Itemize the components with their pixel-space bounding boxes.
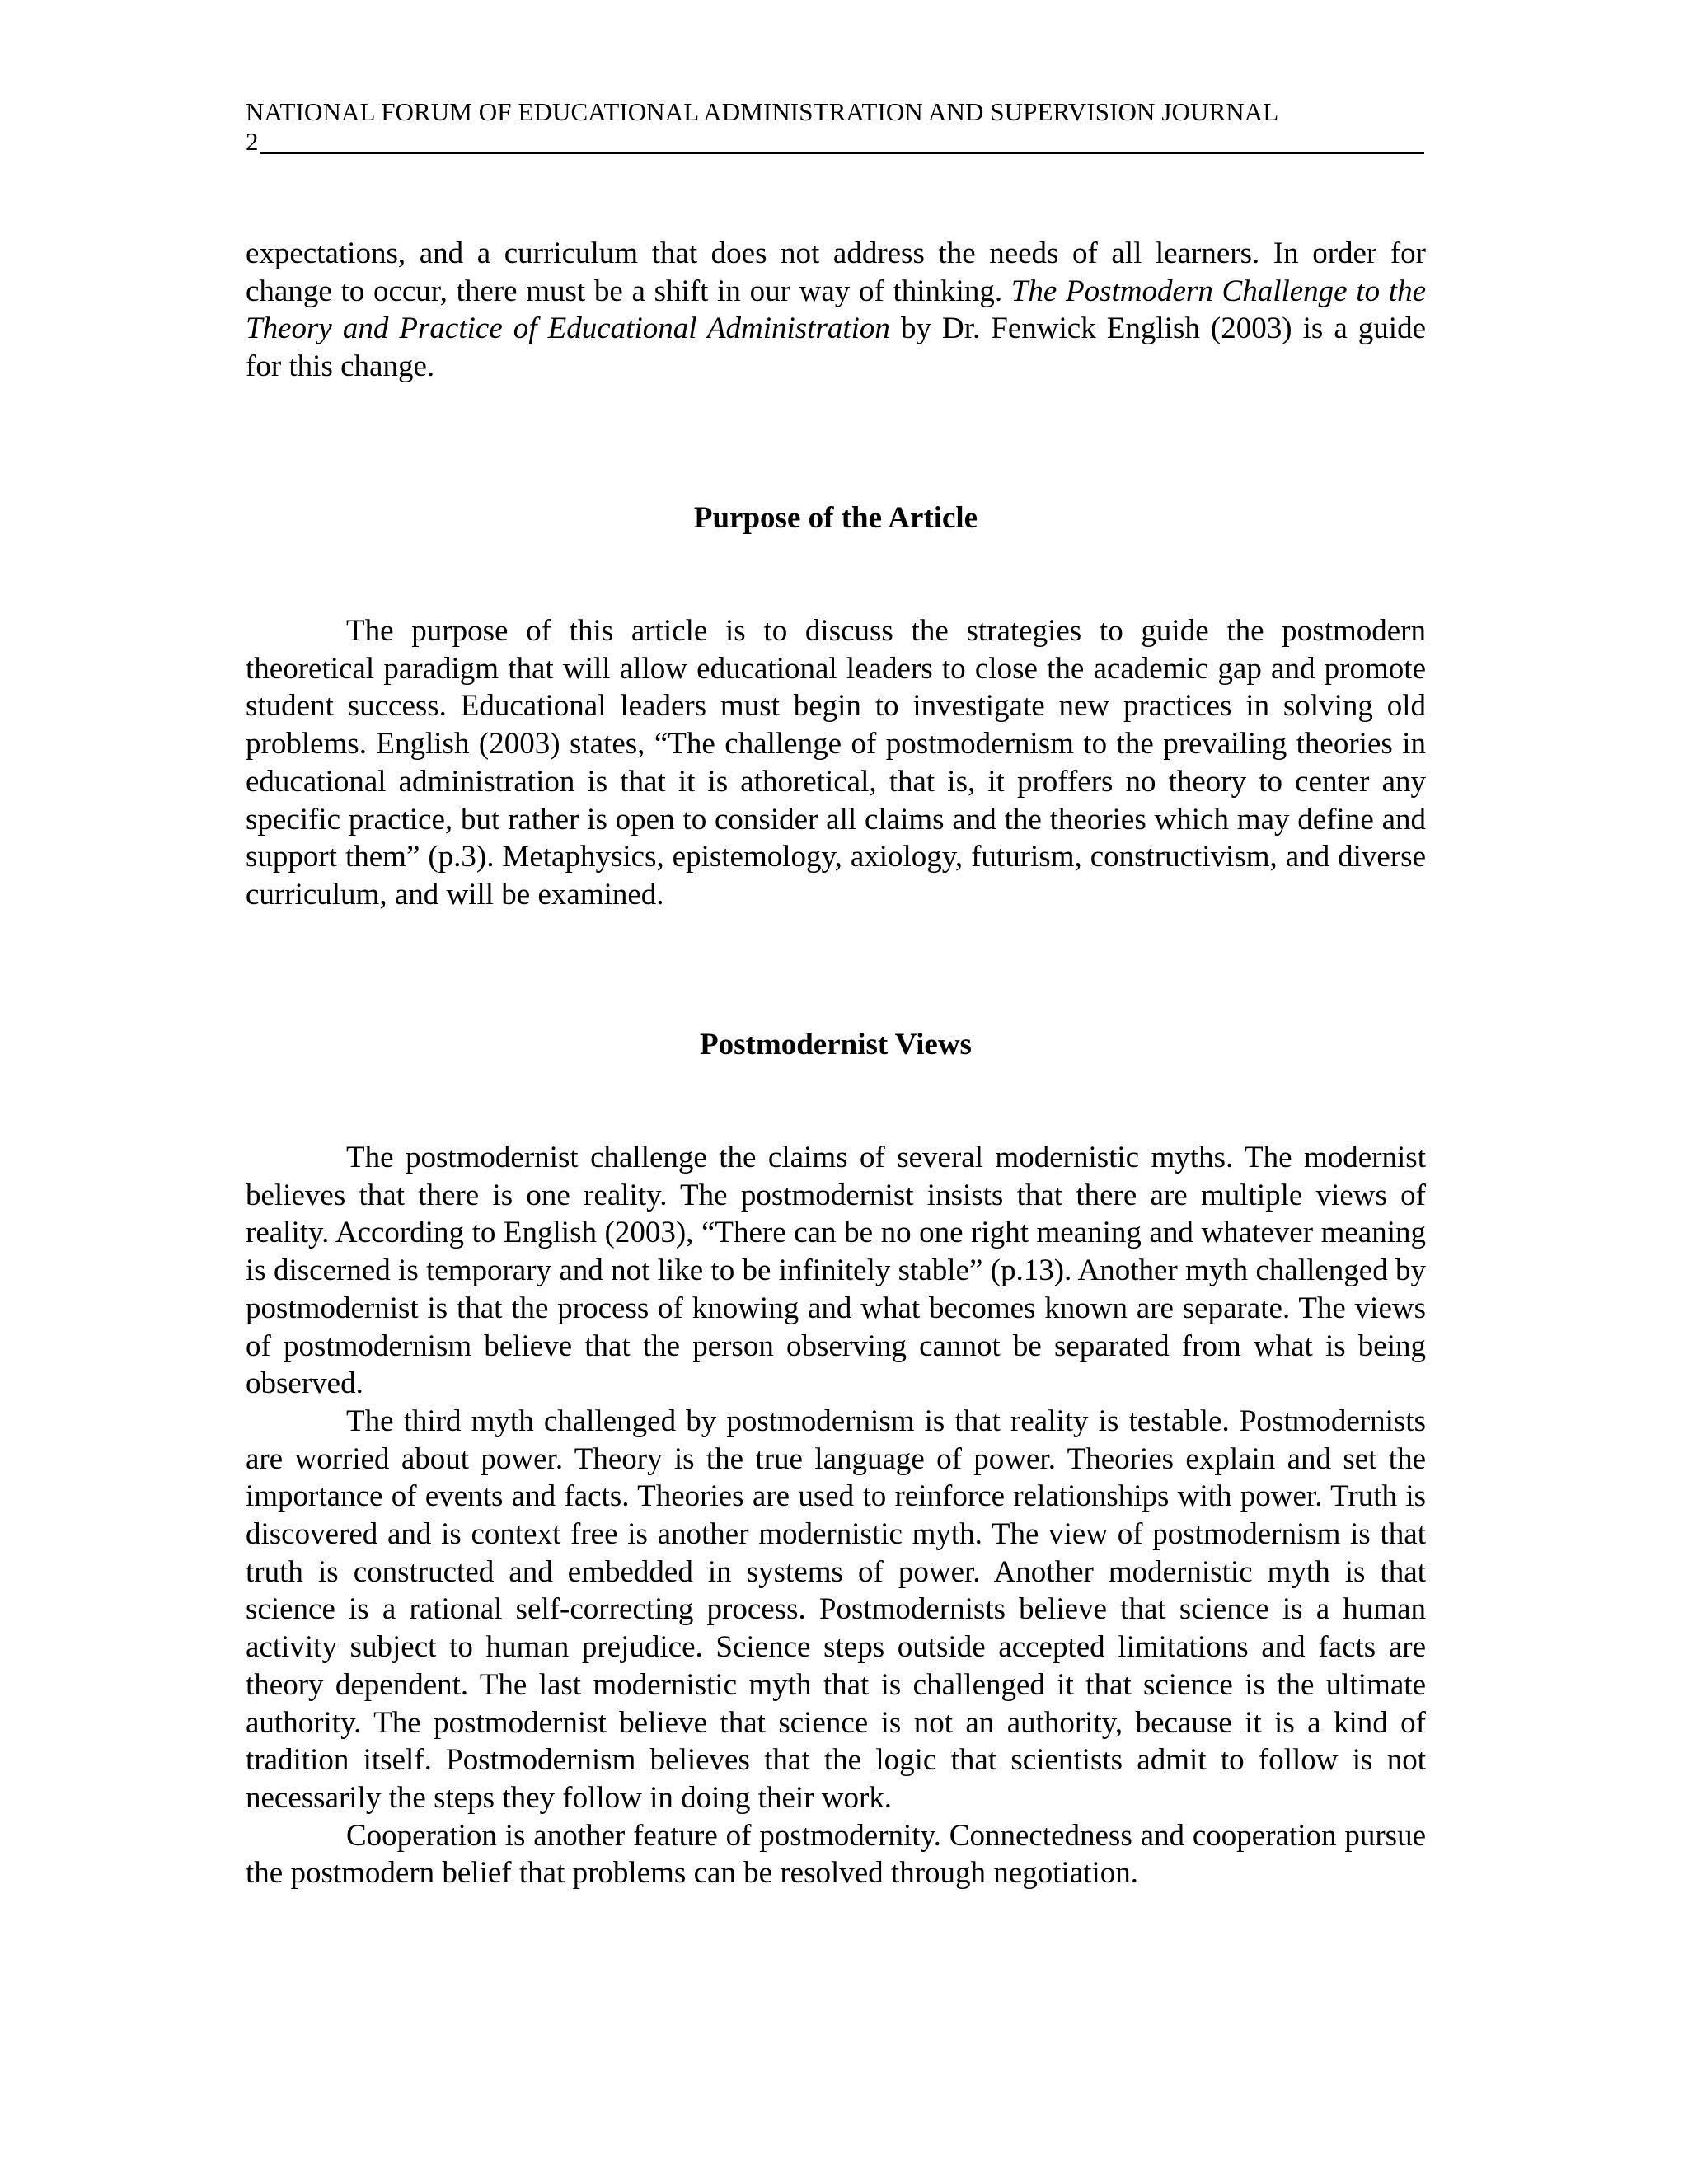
- purpose-section-body: [246, 612, 1426, 914]
- section-heading-postmodernist-views: Postmodernist Views: [700, 1028, 972, 1062]
- views-paragraph-2: The third myth challenged by postmodernism is that reality is testable. Postmodernists are worried about power. Theory is the true language of power. Theories explain and set the importance of events and facts. Theories are used to reinforce relationships with power. Truth is discovered and is context free is another modernistic myth. The view of postmodernism is that truth is constructed and embedded in systems of power. Another modernistic myth is that science is a rational self-correcting process. Postmodernists believe that science is a human activity subject to human prejudice. Science steps outside accepted limitations and facts are theory dependent. The last modernistic myth that is challenged it that science is the ultimate authority. The postmodernist believe that science is not an authority, because it is a kind of tradition itself. Postmodernism believes that the logic that scientists admit to follow is not necessarily the steps they follow in doing their work.: [246, 1404, 1426, 1815]
- postmodernist-views-body: [246, 1139, 1426, 1892]
- purpose-paragraph: The purpose of this article is to discuss the strategies to guide the postmodern theoretical paradigm that will allow educational leaders to close the academic gap and promote student success. Educational leaders must begin to investigate new practices in solving old problems. English (2003) states, “The challenge of postmodernism to the prevailing theories in educational administration is that it is athoretical, that is, it proffers no theory to center any specific practice, but rather is open to consider all claims and the theories which may define and support them” (p.3). Metaphysics, epistemology, axiology, futurism, constructivism, and diverse curriculum, and will be examined.: [246, 614, 1426, 912]
- section-heading-purpose: Purpose of the Article: [693, 501, 978, 535]
- book-title-italic: The Postmodern Challenge to the Theory and Practice of Educational Administration: [246, 274, 1426, 346]
- running-header: [246, 97, 1424, 157]
- views-paragraph-3: Cooperation is another feature of postmodernity. Connectedness and cooperation pursue the postmodern belief that problems can be resolved through negotiation.: [246, 1818, 1426, 1891]
- intro-section: [246, 235, 1426, 386]
- views-paragraph-1: The postmodernist challenge the claims of several modernistic myths. The modernist believes that there is one reality. The postmodernist insists that there are multiple views of reality. According to English (2003), “There can be no one right meaning and whatever meaning is discerned is temporary and not like to be infinitely stable” (p.13). Another myth challenged by postmodernist is that the process of knowing and what becomes known are separate. The views of postmodernism believe that the person observing cannot be separated from what is being observed.: [246, 1141, 1426, 1401]
- page-number-line: [246, 127, 1424, 157]
- intro-text-before-title: expectations, and a curriculum that does not address the needs of all learners. In order for change to occur, there must be a shift in our way of thinking.: [246, 237, 1426, 308]
- intro-paragraph: [246, 235, 1426, 386]
- page-number: 2: [246, 127, 259, 156]
- journal-title: NATIONAL FORUM OF EDUCATIONAL ADMINISTRATION AND SUPERVISION JOURNAL: [246, 97, 1279, 126]
- header-rule: [260, 152, 1424, 154]
- intro-text-after-title: by Dr. Fenwick English (2003) is a guide for this change.: [246, 312, 1426, 384]
